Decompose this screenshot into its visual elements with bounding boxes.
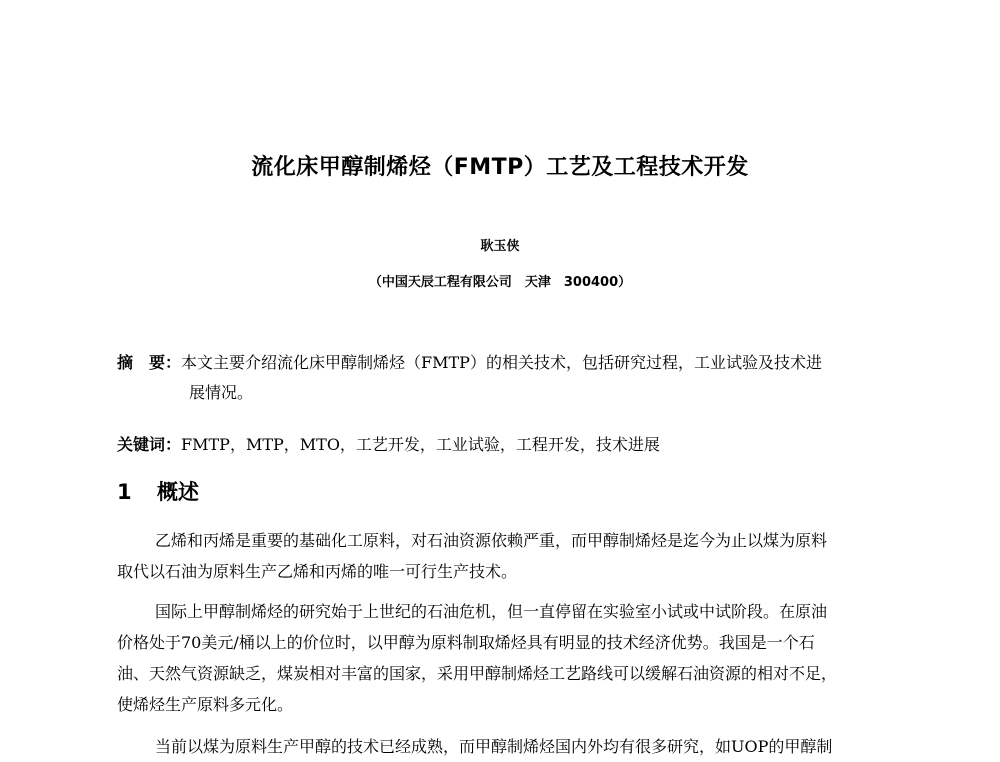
keywords (117, 432, 917, 458)
paragraph-line: 使烯烃生产原料多元化。 (117, 695, 294, 714)
author-affiliation: （中国天辰工程有限公司 天津 300400） (368, 275, 632, 290)
paper-title: 流化床甲醇制烯烃（FMTP）工艺及工程技术开发 (251, 155, 749, 180)
section-heading (117, 476, 199, 506)
paragraph-line: 当前以煤为原料生产甲醇的技术已经成熟，而甲醇制烯烃国内外均有很多研究，如UOP的甲醇制 (155, 737, 833, 756)
paragraph-line: 油、天然气资源缺乏，煤炭相对丰富的国家，采用甲醇制烯烃工艺路线可以缓解石油资源的相对不足， (117, 664, 838, 683)
paragraph-1 (117, 525, 902, 587)
abstract-label: 摘 要： (117, 353, 182, 372)
abstract-text-line-2: 展情况。 (189, 383, 254, 402)
section-title: 概述 (157, 480, 199, 504)
abstract (117, 348, 907, 408)
paragraph-line: 取代以石油为原料生产乙烯和丙烯的唯一可行生产技术。 (117, 562, 518, 581)
paragraph-line: 乙烯和丙烯是重要的基础化工原料，对石油资源依赖严重，而甲醇制烯烃是迄今为止以煤为原料 (155, 531, 828, 550)
keywords-text: FMTP，MTP，MTO，工艺开发，工业试验，工程开发，技术进展 (181, 435, 660, 454)
section-number: 1 (117, 480, 132, 504)
paragraph-2 (117, 596, 902, 720)
keywords-label: 关键词： (117, 435, 182, 454)
abstract-text-line-1: 本文主要介绍流化床甲醇制烯烃（FMTP）的相关技术，包括研究过程，工业试验及技术进 (181, 353, 822, 372)
paragraph-3 (117, 731, 902, 762)
paragraph-line: 价格处于70美元/桶以上的价位时，以甲醇为原料制取烯烃具有明显的技术经济优势。我国是一个石 (117, 633, 815, 652)
author-name: 耿玉侠 (480, 239, 520, 254)
paragraph-line: 国际上甲醇制烯烃的研究始于上世纪的石油危机，但一直停留在实验室小试或中试阶段。在原油 (155, 602, 828, 621)
